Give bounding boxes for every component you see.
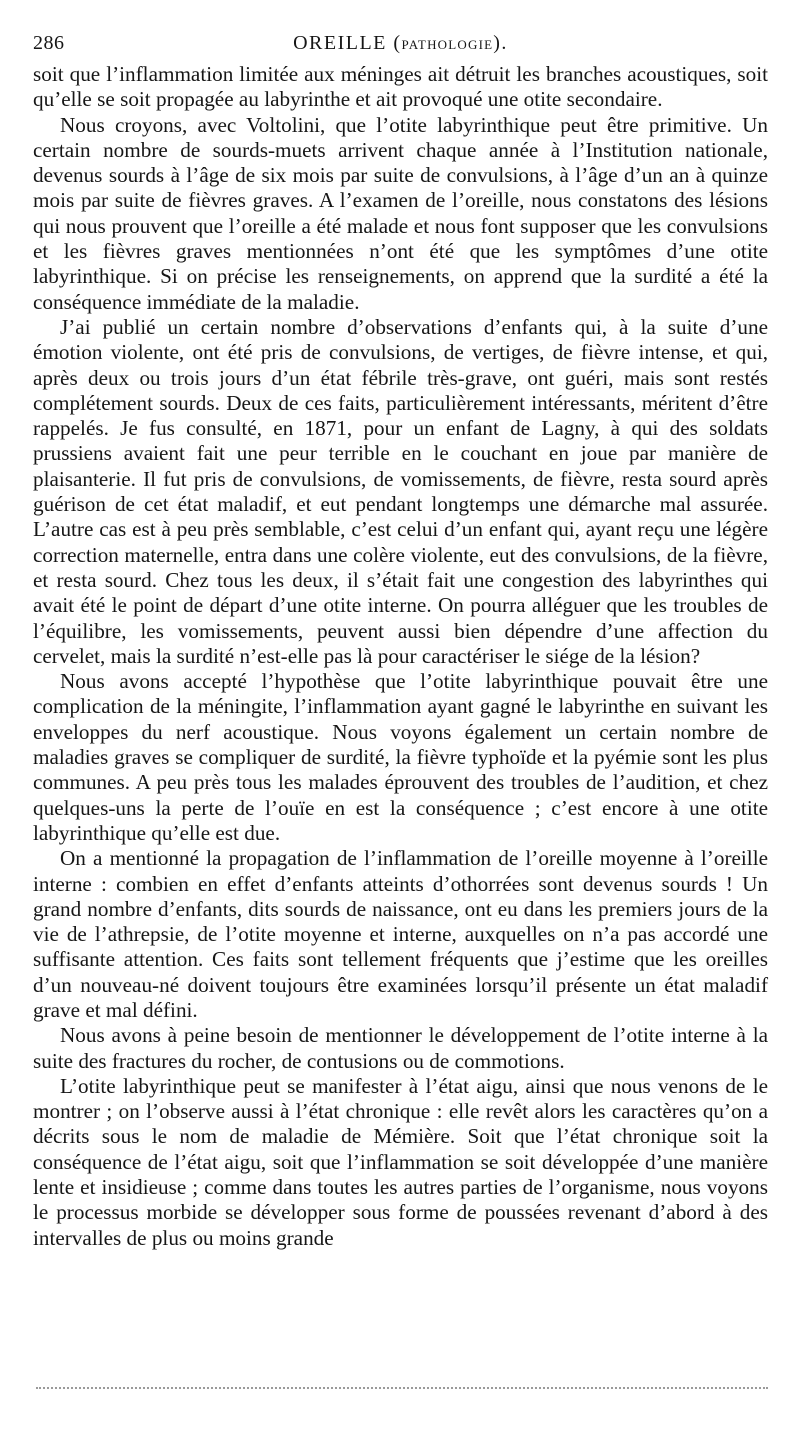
running-header [33, 28, 768, 58]
running-title-end: ). [493, 32, 508, 54]
paragraph: L’otite labyrinthique peut se manifester à l’état aigu, ainsi que nous venons de le montrer ; on l’observe aussi à l’état chronique : elle revêt alors les caractères qu’on a décrits sous le nom de maladie de Mémière. Soit que l’état chronique soit la conséquence de l’état aigu, soit que l’inflammation se soit développée d’une manière lente et insidieuse ; comme dans toutes les autres parties de l’organisme, nous voyons le processus morbide se développer sous forme de poussées revenant d’abord à des intervalles de plus ou moins grande [33, 1073, 768, 1250]
running-title-main: OREILLE ( [293, 32, 402, 54]
paragraph: Nous avons accepté l’hypothèse que l’otite labyrinthique pouvait être une complication de la méningite, l’inflammation ayant gagné le labyrinthe en suivant les enveloppes du nerf acoustique. Nous voyons également un certain nombre de maladies graves se compliquer de surdité, la fièvre typhoïde et la pyémie sont les plus communes. A peu près tous les malades éprouvent des troubles de l’audition, et chez quelques-uns la perte de l’ouïe en est la conséquence ; c’est encore à une otite labyrinthique qu’elle est due. [33, 669, 768, 845]
footer-dotted-rule [36, 1387, 768, 1389]
body-text [33, 62, 768, 1251]
paragraph-continued: soit que l’inflammation limitée aux méninges ait détruit les branches acoustiques, soit qu’elle se soit propagée au labyrinthe et ait provoqué une otite secondaire. [33, 62, 768, 112]
paragraph: On a mentionné la propagation de l’inflammation de l’oreille moyenne à l’oreille interne : combien en effet d’enfants atteints d’othorrées sont devenus sourds ! Un grand nombre d’enfants, dits sourds de naissance, ont eu dans les premiers jours de la vie de l’athrepsie, de l’otite moyenne et interne, auxquelles on n’a pas accordé une suffisante attention. Ces faits sont tellement fréquents que j’estime que les oreilles d’un nouveau-né doivent toujours être examinées lorsqu’il présente un état maladif grave et mal défini. [33, 846, 768, 1022]
paragraph: Nous avons à peine besoin de mentionner le développement de l’otite interne à la suite des fractures du rocher, de contusions ou de commotions. [33, 1023, 768, 1073]
paragraph: Nous croyons, avec Voltolini, que l’otite labyrinthique peut être primitive. Un certain nombre de sourds-muets arrivent chaque année à l’Institution nationale, devenus sourds à l’âge de six mois par suite de convulsions, à l’âge d’un an à quinze mois par suite de fièvres graves. A l’examen de l’oreille, nous constatons des lésions qui nous prouvent que l’oreille a été malade et nous font supposer que les convulsions et les fièvres graves mentionnées n’ont été que les symptômes d’une otite labyrinthique. Si on précise les renseignements, on apprend que la surdité a été la conséquence immédiate de la maladie. [33, 112, 768, 314]
running-title-subject: PATHOLOGIE [401, 37, 494, 52]
running-title [33, 28, 768, 60]
page-number: 286 [33, 32, 65, 54]
paragraph: J’ai publié un certain nombre d’observations d’enfants qui, à la suite d’une émotion violente, ont été pris de convulsions, de vertiges, de fièvre intense, et qui, après deux ou trois jours d’un état fébrile très-grave, ont guéri, mais sont restés complétement sourds. Deux de ces faits, particulièrement intéressants, méritent d’être rappelés. Je fus consulté, en 1871, pour un enfant de Lagny, à qui des soldats prussiens avaient fait une peur terrible en le couchant en joue par manière de plaisanterie. Il fut pris de convulsions, de vomissements, de fièvre, resta sourd après guérison de cet état maladif, et eut pendant longtemps une démarche mal assurée. L’autre cas est à peu près semblable, c’est celui d’un enfant qui, ayant reçu une légère correction maternelle, entra dans une colère violente, eut des convulsions, de la fièvre, et resta sourd. Chez tous les deux, il s’était fait une congestion des labyrinthes qui avait été le point de départ d’une otite interne. On pourra alléguer que les troubles de l’équilibre, les vomissements, peuvent aussi bien dépendre d’une affection du cervelet, mais la surdité n’est-elle pas là pour caractériser le siége de la lésion? [33, 314, 768, 668]
